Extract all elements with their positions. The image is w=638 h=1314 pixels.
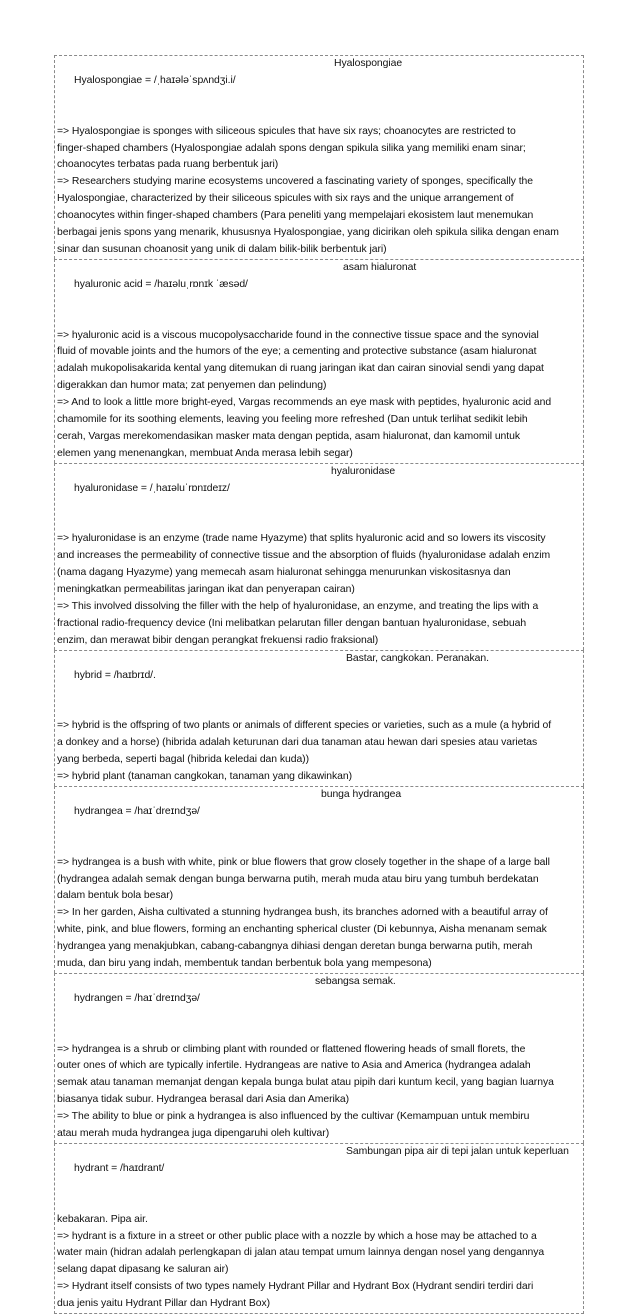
entry-line: atau merah muda hydrangea juga dipengaruhi oleh kultivar) <box>57 1128 330 1140</box>
entry-header <box>57 974 581 1042</box>
entry-line: Hyalospongiae, characterized by their siliceous spicules with six rays and the unique arrangement of <box>57 193 514 205</box>
entry-header <box>57 56 581 124</box>
headword: hydrangea = /haɪˈdreɪndʒə/ <box>74 805 200 817</box>
entry-line: => And to look a little more bright-eyed, Vargas recommends an eye mask with peptides, hyaluronic acid and <box>57 397 552 409</box>
entry-header <box>57 787 581 855</box>
entry-line: outer ones of which are typically infertile. Hydrangeas are native to Asia and America (hydrangea adalah <box>57 1060 531 1072</box>
entry-line: berbagai jenis spons yang menarik, khususnya Hyalospongiae, yang dicirikan oleh spikula silika dengan enam <box>57 227 559 239</box>
entry-line: => hybrid plant (tanaman cangkokan, tanaman yang dikawinkan) <box>57 771 353 783</box>
dictionary-entry <box>54 650 584 786</box>
entry-line: yang berbeda, seperti bagal (hibrida keledai dan kuda)) <box>57 754 309 766</box>
headword: Hyalospongiae = /ˌhaɪələˈspʌndʒi.i/ <box>74 74 236 86</box>
translation: asam hialuronat <box>343 261 417 273</box>
translation: bunga hydrangea <box>321 788 402 800</box>
entry-line: => Researchers studying marine ecosystems uncovered a fascinating variety of sponges, specifically the <box>57 176 534 188</box>
entry-line: => Hydrant itself consists of two types namely Hydrant Pillar and Hydrant Box (Hydrant sendiri terdiri dari <box>57 1281 534 1293</box>
entry-line: => hyaluronidase is an enzyme (trade name Hyazyme) that splits hyaluronic acid and so lowers its viscosity <box>57 533 546 545</box>
entry-line: => hydrangea is a bush with white, pink or blue flowers that grow closely together in the shape of a large ball <box>57 856 550 868</box>
dictionary-entry <box>54 55 584 259</box>
headword: hydrangen = /haɪˈdreɪndʒə/ <box>74 992 200 1004</box>
entry-line: a donkey and a horse) (hibrida adalah keturunan dari dua tanaman atau hewan dari spesies atau varietas <box>57 737 538 749</box>
dictionary-document <box>54 55 584 1314</box>
headword: hybrid = /haɪbrɪd/. <box>74 669 156 681</box>
entry-line: selang dapat dipasang ke saluran air) <box>57 1264 229 1276</box>
entry-line: finger-shaped chambers (Hyalospongiae adalah spons dengan spikula silika yang memiliki enam sinar; <box>57 142 526 154</box>
entry-line: digerakkan dan humor mata; zat penyemen dan pelindung) <box>57 380 327 392</box>
entry-header <box>57 1144 581 1212</box>
entry-line: adalah mukopolisakarida kental yang ditemukan di ruang jaringan ikat dan cairan sinovial sendi yang dapat <box>57 363 544 375</box>
entry-line: white, pink, and blue flowers, forming an enchanting spherical cluster (Di kebunnya, Aisha menanam semak <box>57 924 547 936</box>
entry-line: hydrangea yang menakjubkan, cabang-cabangnya dihiasi dengan deretan bunga berwarna putih, merah <box>57 941 533 953</box>
dictionary-entry <box>54 1143 584 1314</box>
headword: hydrant = /haɪdrant/ <box>74 1162 165 1174</box>
translation: Hyalospongiae <box>334 58 403 69</box>
entry-line: => Hyalospongiae is sponges with siliceous spicules that have six rays; choanocytes are restricted to <box>57 125 516 137</box>
entry-line: semak atau tanaman memanjat dengan kepala bunga bulat atau pipih dari kuntum kecil, yang bagian luarnya <box>57 1077 554 1089</box>
entry-line: cerah, Vargas merekomendasikan masker mata dengan peptida, asam hialuronat, dan kamomil untuk <box>57 430 520 442</box>
entry-line: chamomile for its soothing elements, leaving you feeling more refreshed (Dan untuk terlihat sedikit lebih <box>57 414 528 426</box>
entry-line: elemen yang menenangkan, membuat Anda merasa lebih segar) <box>57 447 353 459</box>
headword: hyaluronic acid = /haɪəluˌrɒnɪk ˈæsəd/ <box>74 278 248 290</box>
entry-line: muda, dan biru yang indah, membentuk tandan berbentuk bola yang mempesona) <box>57 958 432 970</box>
dictionary-entry <box>54 786 584 973</box>
entry-line: dalam bentuk bola besar) <box>57 890 174 902</box>
dictionary-entry <box>54 463 584 650</box>
dictionary-entry <box>54 973 584 1143</box>
translation: sebangsa semak. <box>315 975 396 987</box>
entry-line: choanocytes within finger-shaped chambers (Para peneliti yang mempelajari ekosistem laut menemukan <box>57 210 534 222</box>
entry-line: => This involved dissolving the filler with the help of hyaluronidase, an enzyme, and treating the lips with a <box>57 601 539 612</box>
entry-line: => hyaluronic acid is a viscous mucopolysaccharide found in the connective tissue space and the synovial <box>57 329 539 341</box>
entry-line: enzim, dan merawat bibir dengan perangkat frekuensi radio fraksional) <box>57 634 379 646</box>
entry-line: biasanya tidak subur. Hydrangea berasal dari Asia dan Amerika) <box>57 1094 350 1106</box>
entry-line: sinar dan susunan choanosit yang unik di dalam bilik-bilik berbentuk jari) <box>57 243 387 255</box>
entry-line: dua jenis yaitu Hydrant Pillar dan Hydrant Box) <box>57 1298 271 1310</box>
entry-header <box>57 651 581 719</box>
headword: hyaluronidase = /ˌhaɪəluˈrɒnɪdeɪz/ <box>74 482 230 494</box>
dictionary-entry <box>54 259 584 463</box>
entry-line: fluid of movable joints and the humors of the eye; a cementing and protective substance (asam hialuronat <box>57 346 537 358</box>
entry-line: fractional radio-frequency device (Ini melibatkan pelarutan filler dengan bantuan hyaluronidase, sebuah <box>57 617 527 629</box>
entry-line: => hydrant is a fixture in a street or other public place with a nozzle by which a hose may be attached to a <box>57 1230 537 1242</box>
translation: Sambungan pipa air di tepi jalan untuk keperluan <box>346 1146 569 1157</box>
translation: Bastar, cangkokan. Peranakan. <box>346 652 489 664</box>
entry-line: => hybrid is the offspring of two plants or animals of different species or varieties, such as a mule (a hybrid of <box>57 720 552 732</box>
entry-line: meningkatkan permeabilitas jaringan ikat dan penyerapan cairan) <box>57 584 355 596</box>
entry-line: and increases the permeability of connective tissue and the absorption of fluids (hyaluronidase adalah enzim <box>57 550 551 562</box>
entry-header <box>57 464 581 532</box>
entry-line: (nama dagang Hyazyme) yang memecah asam hialuronat sehingga menurunkan viskositasnya dan <box>57 567 511 579</box>
translation: hyaluronidase <box>331 465 396 477</box>
entry-line: choanocytes terbatas pada ruang berbentuk jari) <box>57 159 279 171</box>
entry-line: => hydrangea is a shrub or climbing plant with rounded or flattened flowering heads of small florets, the <box>57 1043 526 1055</box>
entry-header <box>57 260 581 328</box>
entry-line: => In her garden, Aisha cultivated a stunning hydrangea bush, its branches adorned with a beautiful array of <box>57 907 548 919</box>
entry-line: => The ability to blue or pink a hydrangea is also influenced by the cultivar (Kemampuan untuk membiru <box>57 1111 530 1123</box>
entry-line: water main (hidran adalah perlengkapan di jalan atau tempat umum lainnya dengan nosel yang dengannya <box>57 1247 545 1259</box>
entry-line: kebakaran. Pipa air. <box>57 1213 148 1225</box>
entry-line: (hydrangea adalah semak dengan bunga berwarna putih, merah muda atau biru yang tumbuh berdekatan <box>57 873 539 885</box>
